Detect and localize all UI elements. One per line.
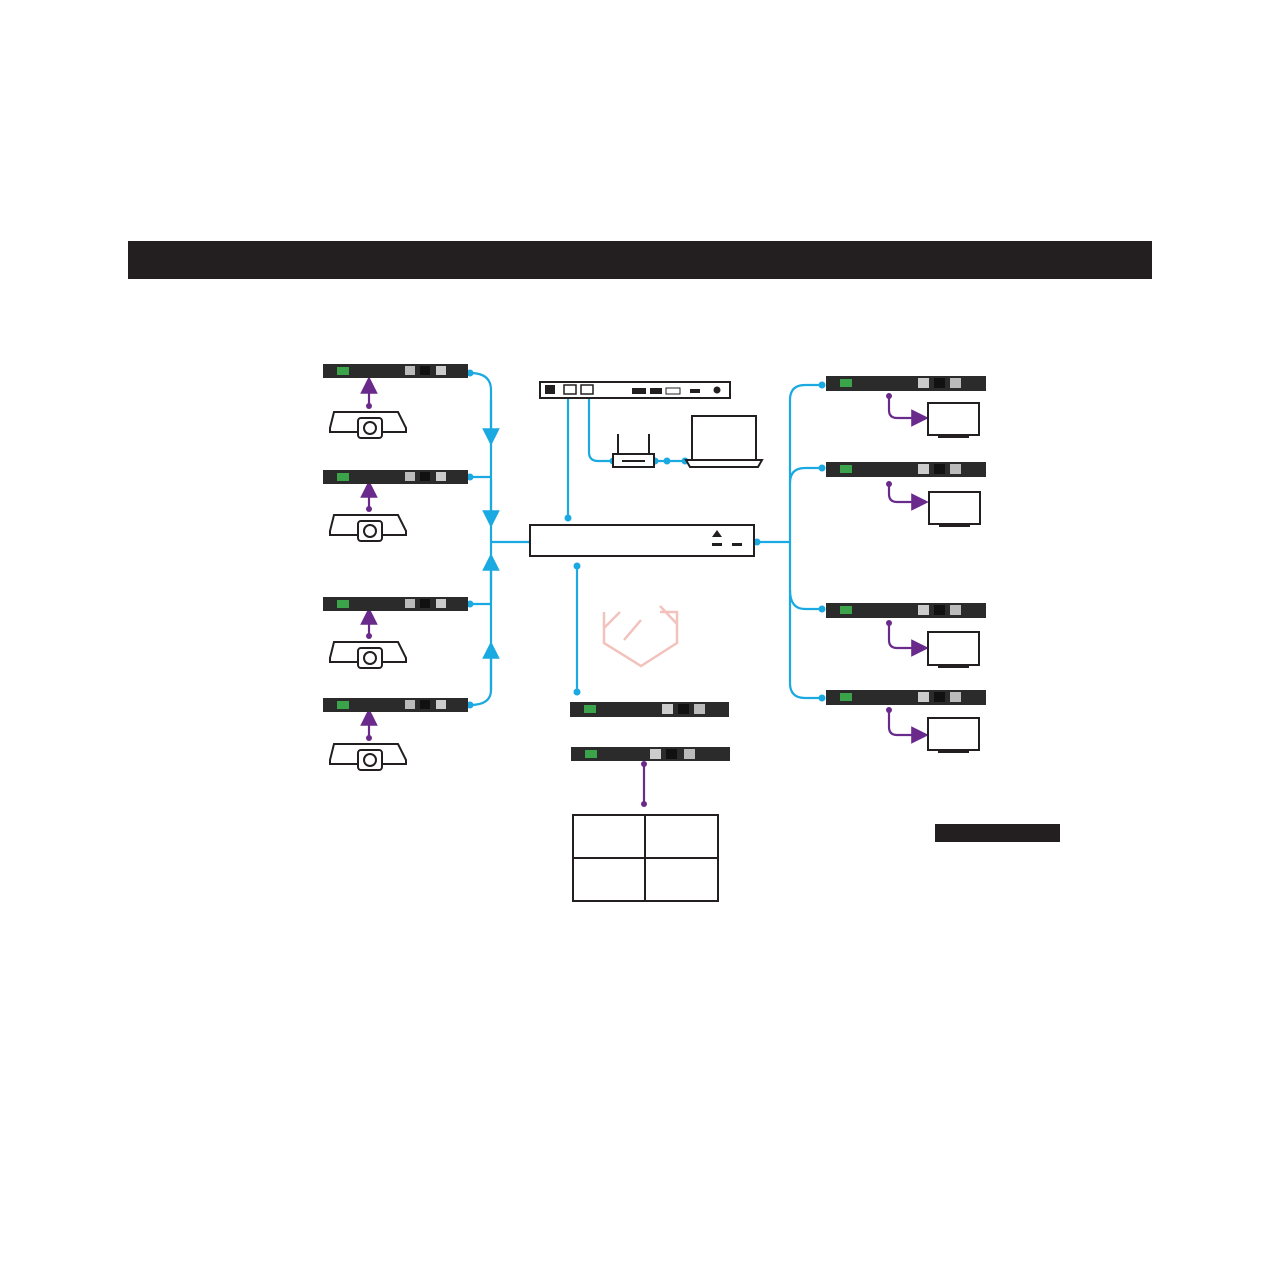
encoder-1: [323, 364, 468, 378]
tv-2: [929, 492, 980, 526]
router-icon: [613, 434, 654, 467]
legend-item-hdmi: [935, 861, 1060, 876]
pc-laptop-icon: [686, 416, 762, 467]
dvd-player-1: [330, 412, 406, 438]
decoder-3: [826, 603, 986, 618]
tv-4: [928, 718, 979, 752]
decoder-4: [826, 690, 986, 705]
dvd-player-2: [330, 515, 406, 541]
legend-title: [935, 824, 1060, 842]
dvd-player-4: [330, 744, 406, 770]
tv-1: [928, 403, 979, 437]
video-wall-decoder-back: [571, 747, 730, 761]
dvd-player-3: [330, 642, 406, 668]
video-wall: [573, 815, 718, 901]
video-wall-decoder-front: [570, 702, 729, 717]
tv-3: [928, 632, 979, 667]
decoder-1: [826, 376, 986, 391]
legend-swatch-hdmi: [935, 864, 978, 873]
legend-swatch-lan: [935, 847, 978, 856]
ethernet-switch: [530, 525, 754, 556]
hdmi-connections: [369, 385, 920, 804]
encoder-3: [323, 597, 468, 611]
encoder-2: [323, 470, 468, 484]
controller-box: [540, 382, 730, 398]
decoder-2: [826, 462, 986, 477]
legend-item-lan: [935, 844, 1060, 859]
watermark-logo: [604, 606, 677, 666]
color-legend: [935, 824, 1060, 876]
encoder-4: [323, 698, 468, 712]
